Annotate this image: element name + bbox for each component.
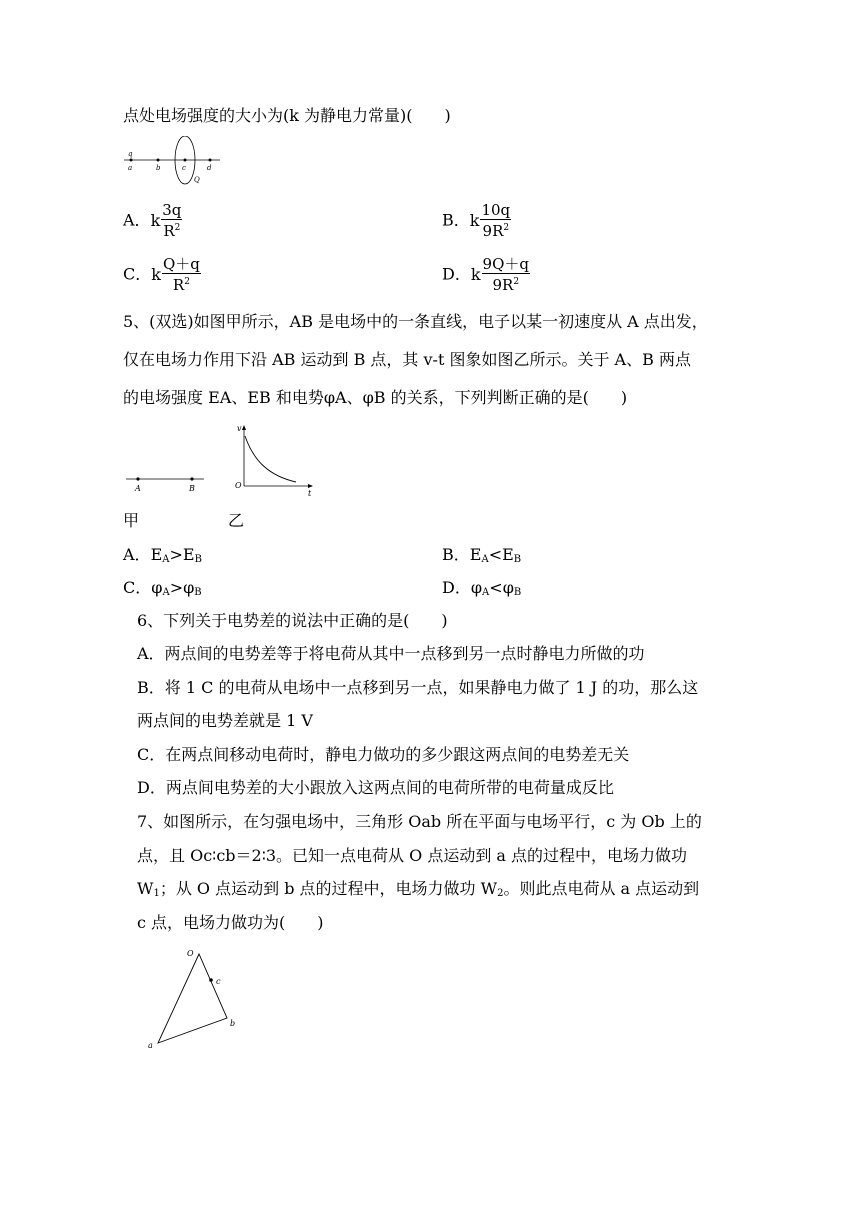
v-t-curve (245, 436, 296, 482)
label-c: c (216, 977, 221, 986)
label-v: v (237, 424, 242, 433)
triangle-Oab (158, 954, 227, 1043)
label-c: c (182, 164, 186, 172)
point-B (190, 477, 193, 480)
q6-option-b-line1: B．将 1 C 的电荷从电场中一点移到另一点，如果静电力做了 1 J 的功，那么这 (137, 678, 699, 697)
point-b (157, 159, 160, 162)
point-A (136, 477, 139, 480)
label-q: q (128, 150, 133, 158)
label-a: a (128, 164, 133, 172)
label-O: O (235, 481, 242, 490)
q7-stem-line3: $W_1$；从 O 点运动到 b 点的过程中，电场力做功 $W_2$。则此点电荷从 a 点运动到 (137, 879, 700, 899)
q5-option-b: B．$E_A<E_B$ (442, 545, 522, 565)
label-a: a (148, 1041, 153, 1050)
q4-option-a: A．k $\frac{3q}{R^2}$ (123, 201, 182, 240)
q7-stem-line2: 点，且 Oc∶cb＝2∶3。已知一点电荷从 O 点运动到 a 点的过程中，电场力做功 (137, 846, 688, 865)
q5-stem-line1: 5、(双选)如图甲所示，AB 是电场中的一条直线，电子以某一初速度从 A 点出发， (123, 312, 708, 331)
q4-stem-tail: 点处电场强度的大小为(k 为静电力常量)( ) (123, 106, 451, 125)
q6-option-b-line2: 两点间的电势差就是 1 V (137, 711, 313, 730)
v-axis-arrow (242, 425, 246, 430)
caption-yi: 乙 (228, 511, 245, 530)
q4-option-c: C．k $\frac{Q+q}{R^2}$ (123, 255, 200, 294)
q5-stem-line3: 的电场强度 EA、EB 和电势φA、φB 的关系，下列判断正确的是( ) (123, 388, 628, 407)
point-a (130, 159, 133, 162)
point-c (184, 159, 187, 162)
label-A: A (135, 484, 141, 493)
q4-option-d: D．k $\frac{9Q+q}{9R^2}$ (442, 255, 529, 294)
label-Q: Q (194, 176, 200, 184)
label-t: t (308, 489, 312, 498)
q7-stem-line4: c 点，电场力做功为( ) (137, 913, 324, 932)
label-b: b (156, 164, 161, 172)
point-c (209, 978, 213, 982)
q7-triangle-figure (140, 942, 250, 1052)
label-O: O (187, 949, 194, 958)
q5-stem-line2: 仅在电场力作用下沿 AB 运动到 B 点，其 v-t 图象如图乙所示。关于 A、B 两点 (123, 350, 691, 369)
q6-option-d: D．两点间电势差的大小跟放入这两点间的电荷所带的电荷量成反比 (137, 778, 614, 797)
q4-figure (120, 136, 230, 188)
q5-option-d: D．$\varphi_A<\varphi_B$ (442, 578, 522, 598)
q6-stem: 6、下列关于电势差的说法中正确的是( ) (137, 611, 448, 630)
label-d: d (207, 164, 212, 172)
q5-option-c: C．$\varphi_A>\varphi_B$ (123, 578, 202, 598)
q6-option-a: A．两点间的电势差等于将电荷从其中一点移到另一点时静电力所做的功 (137, 644, 645, 663)
caption-jia: 甲 (123, 511, 140, 530)
label-B: B (189, 484, 195, 493)
q4-option-b: B．k $\frac{10q}{9R^2}$ (442, 201, 511, 240)
t-axis-arrow (308, 484, 313, 488)
q7-stem-line1: 7、如图所示，在匀强电场中，三角形 Oab 所在平面与电场平行，c 为 Ob 上的 (137, 812, 702, 831)
q6-option-c: C．在两点间移动电荷时，静电力做功的多少跟这两点间的电势差无关 (137, 745, 630, 764)
q5-figure-yi (228, 420, 320, 498)
label-b: b (230, 1019, 236, 1028)
q5-figure-jia (122, 470, 212, 496)
q5-option-a: A．$E_A>E_B$ (123, 545, 202, 565)
point-d (209, 159, 212, 162)
